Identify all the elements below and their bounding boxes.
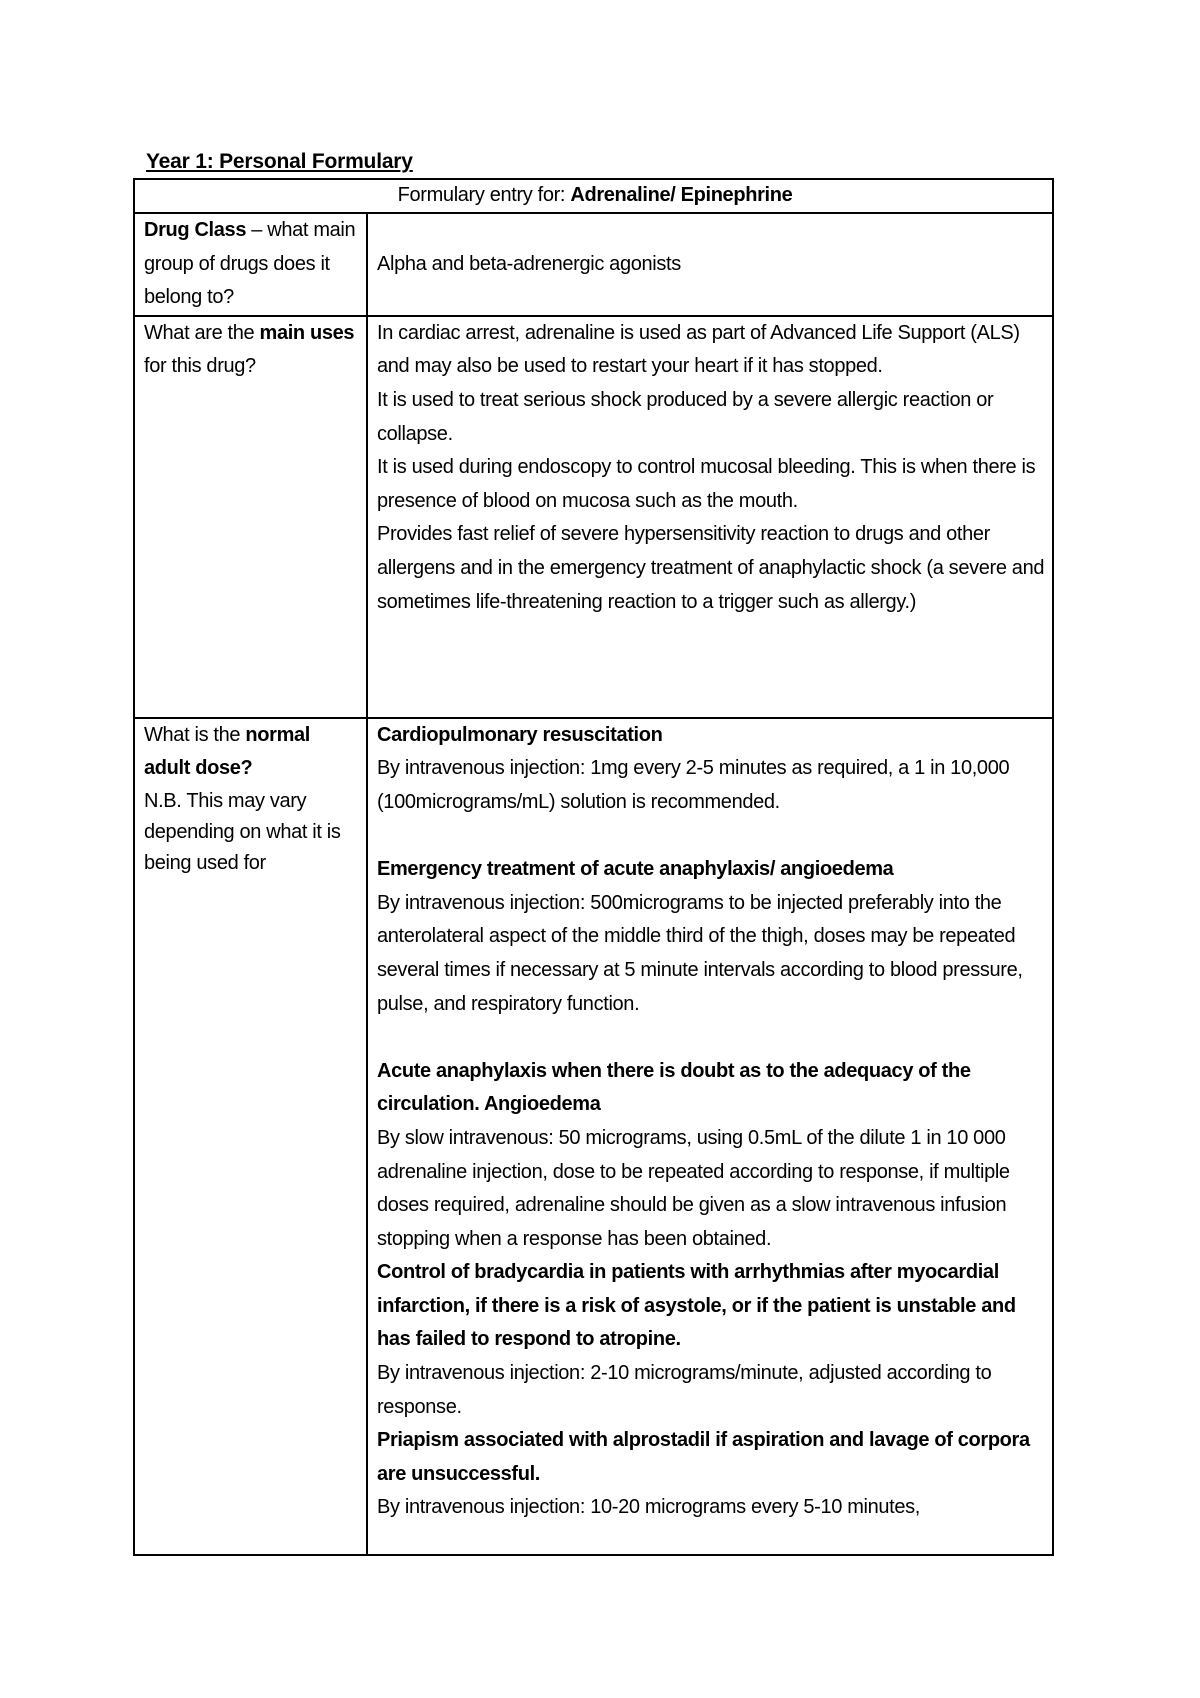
dose-section-heading: Cardiopulmonary resuscitation xyxy=(377,723,663,746)
normal-dose-q-note: N.B. This may vary depending on what it is being used for xyxy=(144,789,341,874)
dose-section-heading: Emergency treatment of acute anaphylaxis/ angioedema xyxy=(377,858,894,881)
main-uses-row xyxy=(134,316,1053,718)
main-uses-q-part2: for this drug? xyxy=(144,355,256,378)
normal-dose-question xyxy=(134,718,367,1555)
main-uses-question xyxy=(134,316,367,718)
dose-section-text: By intravenous injection: 500micrograms to be injected preferably into the anterolateral aspect of the middle third of the thigh, doses may be repeated several times if necessary at 5 minute intervals according to blood pressure, pulse, and respiratory function. xyxy=(377,891,1023,1015)
dose-section-text: By intravenous injection: 1mg every 2-5 minutes as required, a 1 in 10,000 (100micrograms/mL) solution is recommended. xyxy=(377,757,1010,813)
main-uses-q-part1: What are the xyxy=(144,321,260,344)
dose-section-heading: Priapism associated with alprostadil if aspiration and lavage of corpora are unsuccessful. xyxy=(377,1429,1030,1485)
formulary-table xyxy=(133,178,1054,1556)
drug-class-row xyxy=(134,213,1053,316)
spacer xyxy=(377,1021,1046,1055)
formulary-entry-header xyxy=(134,179,1053,213)
drug-name: Adrenaline/ Epinephrine xyxy=(570,184,793,206)
normal-dose-q-main xyxy=(144,719,360,786)
dose-section-text: By intravenous injection: 2-10 micrograms/minute, adjusted according to response. xyxy=(377,1362,992,1418)
main-uses-q-bold2: uses xyxy=(310,321,355,344)
drug-class-answer: Alpha and beta-adrenergic agonists xyxy=(367,213,1053,316)
header-prefix: Formulary entry for: xyxy=(397,184,571,206)
dose-section-heading: Control of bradycardia in patients with arrhythmias after myocardial infarction, if there is a risk of asystole, or if the patient is unstable and has failed to respond to atropine. xyxy=(377,1261,1016,1351)
dose-section-heading: Acute anaphylaxis when there is doubt as to the adequacy of the circulation. Angioedema xyxy=(377,1059,971,1116)
page-title: Year 1: Personal Formulary xyxy=(146,150,413,173)
normal-dose-answer xyxy=(367,718,1053,1555)
normal-dose-q-part1: What is the xyxy=(144,723,246,746)
dose-section-text: By intravenous injection: 10-20 micrograms every 5-10 minutes, xyxy=(377,1496,920,1519)
dose-section-text: By slow intravenous: 50 micrograms, using 0.5mL of the dilute 1 in 10 000 adrenaline injection, dose to be repeated according to response, if multiple doses required, adrenaline should be given as a slow intravenous infusion stopping when a response has been obtained. xyxy=(377,1126,1010,1250)
use-item: In cardiac arrest, adrenaline is used as part of Advanced Life Support (ALS) and may also be used to restart your heart if it has stopped. xyxy=(377,321,1020,378)
main-uses-q-bold1: main xyxy=(259,321,305,344)
main-uses-answer xyxy=(367,316,1053,718)
normal-dose-q-bold: normal adult dose? xyxy=(144,723,310,780)
spacer xyxy=(377,820,1046,854)
normal-dose-row xyxy=(134,718,1053,1555)
drug-class-question xyxy=(134,213,367,316)
table-header-row xyxy=(134,179,1053,213)
use-item: It is used to treat serious shock produced by a severe allergic reaction or collapse. xyxy=(377,388,994,445)
drug-class-q-bold: Drug Class xyxy=(144,219,247,241)
use-item: Provides fast relief of severe hypersensitivity reaction to drugs and other allergens and in the emergency treatment of anaphylactic shock (a severe and sometimes life-threatening reaction to a trigger such as allergy.) xyxy=(377,523,1045,613)
drug-class-q-rest: – what main group of drugs does it belong to? xyxy=(144,219,356,309)
use-item: It is used during endoscopy to control mucosal bleeding. This is when there is presence of blood on mucosa such as the mouth. xyxy=(377,456,1036,512)
